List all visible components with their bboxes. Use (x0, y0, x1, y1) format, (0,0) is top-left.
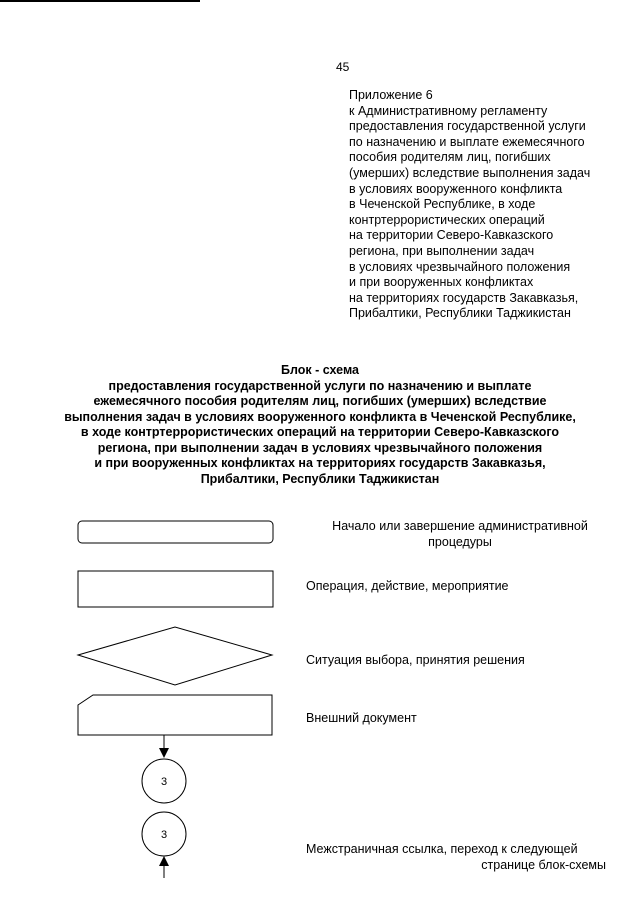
appendix-line: в условиях вооруженного конфликта (349, 181, 563, 196)
appendix-line: на территории Северо-Кавказского (349, 228, 554, 243)
appendix-line: предоставления государственной услуги (349, 119, 586, 134)
document-description (306, 710, 417, 726)
terminator-description-line: Начало или завершение административной (332, 519, 588, 533)
process-description-text: Операция, действие, мероприятие (306, 579, 509, 593)
connector-bottom-label: 3 (160, 829, 168, 841)
appendix-line: по назначению и выплате ежемесячного (349, 134, 585, 149)
connector-top-label: 3 (160, 776, 168, 788)
title-line: ежемесячного пособия родителям лиц, погибших (умерших) вследствие (93, 394, 547, 408)
connector-description (306, 841, 606, 873)
decision-description (306, 652, 525, 668)
appendix-line: на территориях государств Закавказья, (349, 290, 579, 305)
title-line: Блок - схема (280, 363, 359, 377)
connector-bottom-arrowhead (159, 856, 169, 866)
terminator-description (300, 518, 620, 550)
process-description (306, 578, 509, 594)
appendix-line: пособия родителям лиц, погибших (349, 150, 551, 165)
connector-description-line: странице блок-схемы (481, 858, 606, 872)
decision-shape (78, 627, 272, 685)
appendix-line: в условиях чрезвычайного положения (349, 259, 571, 274)
appendix-line: в Чеченской Республике, в ходе (349, 197, 536, 212)
title-line: в ходе контртеррористических операций на территории Северо-Кавказского (80, 425, 560, 439)
terminator-description-line: процедуры (428, 535, 492, 549)
document-description-text: Внешний документ (306, 711, 417, 725)
process-shape (78, 571, 273, 607)
title-line: Прибалтики, Республики Таджикистан (200, 471, 440, 486)
terminator-shape (78, 521, 273, 543)
appendix-line: контртеррористических операций (349, 212, 545, 227)
title-line: и при вооруженных конфликтах на территориях государств Закавказья, (94, 456, 546, 470)
connector-description-line: Межстраничная ссылка, переход к следующей (306, 842, 578, 856)
appendix-line: Прибалтики, Республики Таджикистан (349, 306, 571, 321)
connector-top-arrowhead (159, 748, 169, 758)
appendix-line: региона, при выполнении задач (349, 243, 535, 258)
title-line: предоставления государственной услуги по назначению и выплате (108, 378, 532, 393)
appendix-line: к Административному регламенту (349, 103, 548, 118)
document-shape (78, 695, 272, 735)
decision-description-text: Ситуация выбора, принятия решения (306, 653, 525, 667)
title-line: выполнения задач в условиях вооруженного конфликта в Чеченской Республике, (64, 409, 576, 424)
appendix-line: (умерших) вследствие выполнения задач (349, 165, 591, 180)
appendix-line: и при вооруженных конфликтах (349, 275, 534, 290)
page-number: 45 (336, 60, 350, 74)
title-line: региона, при выполнении задач в условиях чрезвычайного положения (97, 440, 543, 455)
appendix-line: Приложение 6 (349, 88, 433, 102)
